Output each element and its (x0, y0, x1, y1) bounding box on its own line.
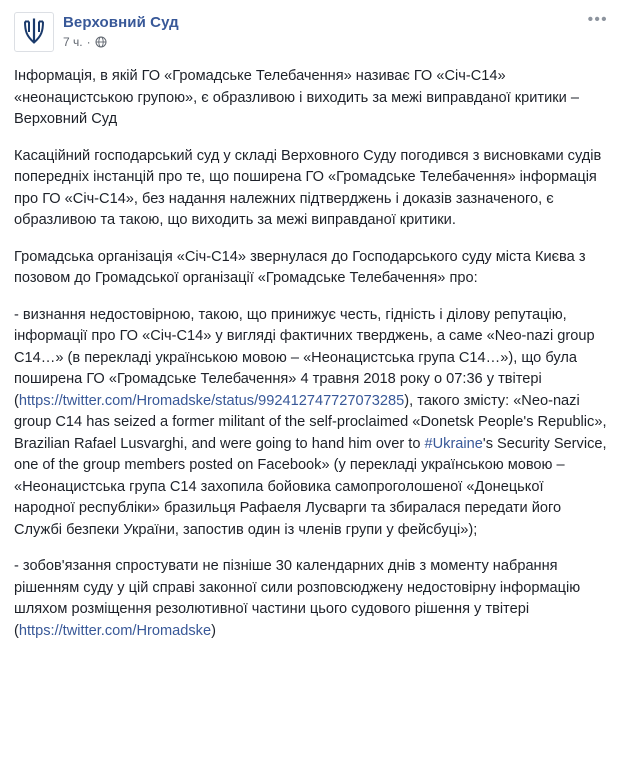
post-header (0, 0, 622, 56)
trident-emblem-icon (21, 17, 47, 47)
post-paragraph (14, 556, 608, 642)
post-text: Касаційний господарський суд у складі Верховного Суду погодився з висновками судів попередніх інстанцій про те, що поширена ГО «Громадське Телебачення» інформація про ГО «Січ-С14», без надання належних підтверджень і доказів зазначеного, є образливою та такою, що виходить за межі виправданої критики. (14, 147, 602, 228)
post-text: Інформація, в якій ГО «Громадське Телебачення» називає ГО «Січ-С14» «неонацистською групою», є образливою і виходить за межі виправданої критики – Верховний Суд (14, 68, 579, 127)
post-text: - зобов'язання спростувати не пізніше 30 календарних днів з моменту набрання рішенням суду у цій справі законної сили розповсюджену недостовірну інформацію шляхом розміщення резолютивної частини цього судового рішення у твітері ( (14, 558, 581, 639)
page-name[interactable]: Верховний Суд (63, 14, 179, 31)
more-options-button[interactable]: ••• (587, 11, 608, 28)
post-link[interactable]: https://twitter.com/Hromadske (18, 622, 212, 639)
post-text: ) (211, 622, 216, 639)
post-text: - визнання недостовірною, такою, що принижує честь, гідність і ділову репутацію, інформації про ГО «Січ-С14» у вигляді фактичних тверджень, а саме «Neo-nazi group C14…» (в перекладі українською мовою – «Неонацистська група С14…»), що була поширена ГО «Громадське Телебачення» 4 травня 2018 року о 07:36 у твітері ( (14, 306, 595, 409)
post-body (0, 56, 622, 656)
meta-separator-dot: · (86, 35, 91, 49)
post-meta (63, 35, 179, 49)
avatar[interactable] (14, 12, 54, 52)
globe-icon[interactable] (95, 36, 107, 48)
post-text: Громадська організація «Січ-С14» звернулася до Господарського суду міста Києва з позовом до Громадської організації «Громадське Телебачення» про: (14, 248, 586, 286)
post-paragraph (14, 247, 608, 290)
header-text (63, 12, 179, 49)
post-text: 's Security Service, one of the group members posted on Facebook» (у перекладі українською мовою – «Неонацистська група С14 захопила бойовика самопроголошеної «Донецької народної республіки» бразильця Рафаеля Лусварги та збиралася передати його Службі безпеки України, запостив один із членів групи у фейсбуці»); (14, 435, 607, 538)
post-paragraph (14, 146, 608, 232)
post-link[interactable]: https://twitter.com/Hromadske/status/992412747727073285 (18, 392, 405, 409)
post-link[interactable]: #Ukraine (424, 435, 483, 452)
post-timestamp[interactable]: 7 ч. (63, 35, 83, 49)
post-paragraph (14, 66, 608, 131)
post-paragraph (14, 305, 608, 542)
post-text: ), такого змісту: «Neo-nazi group C14 has seized a former militant of the self-proclaimed «Donetsk People's Republic», Brazilian Rafael Lusvarghi, and were going to hand him over to (14, 392, 607, 452)
